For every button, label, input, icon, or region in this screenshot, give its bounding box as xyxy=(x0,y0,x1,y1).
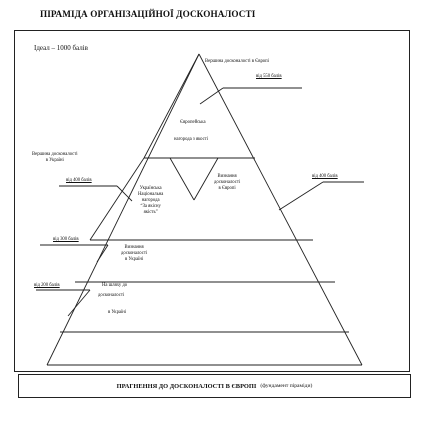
pointer-mid-d xyxy=(97,245,108,262)
ukraine-recognition-line2: досконалості xyxy=(121,251,148,257)
apex-label: Вершина досконалості в Європі xyxy=(205,59,269,64)
page-title: ПІРАМІДА ОРГАНІЗАЦІЙНОЇ ДОСКОНАЛОСТІ xyxy=(40,9,256,19)
pyramid-left-edge xyxy=(47,54,199,365)
euro-award-line2: нагорода з якості xyxy=(174,137,209,142)
ukraine-recognition-label xyxy=(121,245,147,263)
foundation-note: (фундамент піраміди) xyxy=(260,383,313,389)
commitment-threshold: від 200 балів xyxy=(34,283,60,288)
inner-left-edge xyxy=(90,158,144,240)
ukraine-award-line3: нагорода xyxy=(141,197,160,203)
ukraine-recognition-line3: в Україні xyxy=(125,257,144,263)
foundation-label: ПРАГНЕННЯ ДО ДОСКОНАЛОСТІ В ЄВРОПІ xyxy=(116,382,257,390)
europe-recognition-label xyxy=(214,174,240,192)
ideal-label: Ідеал – 1000 балів xyxy=(34,44,88,52)
pyramid-foundation-box xyxy=(18,374,411,398)
commitment-line1: На шляху до xyxy=(102,283,128,288)
europe-recognition-line3: в Європі xyxy=(218,186,236,192)
ukraine-recognition-line1: Визнання xyxy=(124,245,144,250)
ukraine-award-line2: Національна xyxy=(138,191,164,197)
ukraine-award-line5: якість” xyxy=(143,209,158,215)
pointer-low-d xyxy=(68,290,90,316)
europe-recognition-line2: досконалості xyxy=(214,180,241,186)
ukraine-peak-label xyxy=(32,152,78,164)
partition-left xyxy=(170,158,194,200)
ukraine-award-line1: Українська xyxy=(139,186,162,191)
commitment-line3: в Україні xyxy=(108,310,127,315)
ukraine-award-label xyxy=(138,186,163,215)
ukraine-peak-line1: Вершина досконалості xyxy=(32,152,78,157)
pointer-right-d xyxy=(279,182,323,210)
ukraine-peak-line2: в Україні xyxy=(45,158,64,164)
euro-award-line1: Європейська xyxy=(180,120,206,125)
ukraine-award-line4: “За якісну xyxy=(140,203,161,209)
europe-recognition-threshold: від 400 балів xyxy=(312,174,338,179)
commitment-line2: досконалості xyxy=(98,293,125,298)
ukraine-recognition-threshold: від 300 балів xyxy=(53,237,79,242)
europe-recognition-line1: Визнання xyxy=(217,174,237,179)
pointer-apex-d xyxy=(200,88,223,104)
apex-threshold: від 550 балів xyxy=(256,74,282,79)
ukraine-peak-threshold: від 400 балів xyxy=(66,178,92,183)
